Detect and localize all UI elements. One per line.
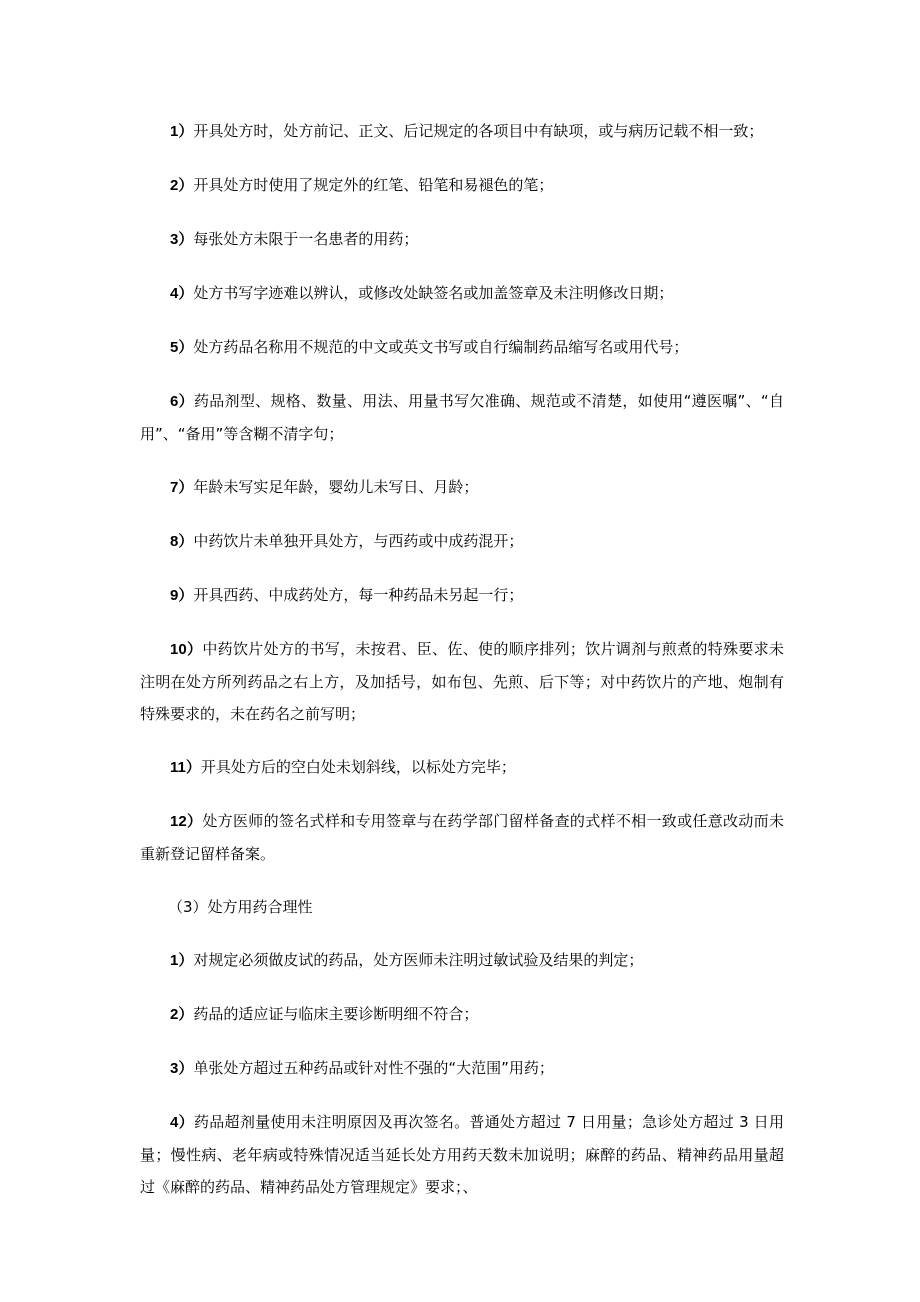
item-text: 中药饮片未单独开具处方，与西药或中成药混开；: [193, 532, 524, 550]
item-number: 7）: [170, 479, 194, 496]
item-number: 11）: [170, 759, 201, 776]
list-item: [140, 633, 784, 730]
item-number: 1）: [170, 123, 194, 140]
list-item: [140, 751, 784, 784]
list-item: [140, 277, 784, 310]
section-title: 处方用药合理性: [207, 898, 313, 916]
item-text: 处方药品名称用不规范的中文或英文书写或自行编制药品缩写名或用代号；: [193, 338, 689, 356]
item-number: 2）: [170, 177, 194, 194]
item-text: 开具处方时，处方前记、正文、后记规定的各项目中有缺项，或与病历记载不相一致；: [193, 122, 764, 140]
item-number: 6）: [170, 393, 194, 410]
item-number: 4）: [170, 285, 194, 302]
item-text: 处方书写字迹难以辨认，或修改处缺签名或加盖签章及未注明修改日期；: [193, 284, 674, 302]
item-text: 药品的适应证与临床主要诊断明细不符合；: [193, 1005, 479, 1023]
list-item: [140, 579, 784, 612]
item-number: 4）: [170, 1114, 194, 1131]
item-text: 药品剂型、规格、数量、用法、用量书写欠准确、规范或不清楚，如使用“遵医嘱”、“自用”、“备用”等含糊不清字句；: [140, 392, 784, 443]
item-number: 3）: [170, 231, 194, 248]
item-number: 12）: [170, 813, 203, 830]
item-text: 中药饮片处方的书写，未按君、臣、佐、使的顺序排列；饮片调剂与煎煮的特殊要求未注明在处方所列药品之右上方，及加括号，如布包、先煎、后下等；对中药饮片的产地、炮制有特殊要求的，未在药名之前写明；: [140, 640, 784, 723]
section-number: （3）: [168, 898, 208, 916]
item-number: 1）: [170, 952, 194, 969]
item-text: 每张处方未限于一名患者的用药；: [193, 230, 419, 248]
list-item: [140, 331, 784, 364]
item-number: 10）: [170, 641, 203, 658]
item-number: 3）: [170, 1060, 194, 1077]
item-text: 药品超剂量使用未注明原因及再次签名。普通处方超过 7 日用量；急诊处方超过 3 日用量；慢性病、老年病或特殊情况适当延长处方用药天数未加说明；麻醉的药品、精神药品用量超过《麻醉的药品、精神药品处方管理规定》要求；、: [140, 1113, 784, 1196]
list-item: [140, 944, 784, 977]
list-item: [140, 385, 784, 450]
item-number: 8）: [170, 533, 194, 550]
item-text: 开具处方时使用了规定外的红笔、铅笔和易褪色的笔；: [193, 176, 554, 194]
list-item: [140, 471, 784, 504]
list-item: [140, 525, 784, 558]
item-text: 开具处方后的空白处未划斜线，以标处方完毕；: [200, 758, 516, 776]
section-heading: [140, 891, 784, 923]
item-text: 处方医师的签名式样和专用签章与在药学部门留样备查的式样不相一致或任意改动而未重新登记留样备案。: [140, 812, 784, 863]
list-item: [140, 223, 784, 256]
item-number: 5）: [170, 339, 194, 356]
list-item: [140, 998, 784, 1031]
list-item: [140, 1052, 784, 1085]
item-text: 年龄未写实足年龄，婴幼儿未写日、月龄；: [193, 478, 479, 496]
list-item: [140, 169, 784, 202]
item-text: 单张处方超过五种药品或针对性不强的“大范围”用药；: [193, 1059, 554, 1077]
item-number: 9）: [170, 587, 194, 604]
item-number: 2）: [170, 1006, 194, 1023]
item-text: 开具西药、中成药处方，每一种药品未另起一行；: [193, 586, 524, 604]
list-item: [140, 115, 784, 148]
item-text: 对规定必须做皮试的药品，处方医师未注明过敏试验及结果的判定；: [193, 951, 644, 969]
list-item: [140, 1106, 784, 1203]
list-item: [140, 805, 784, 870]
